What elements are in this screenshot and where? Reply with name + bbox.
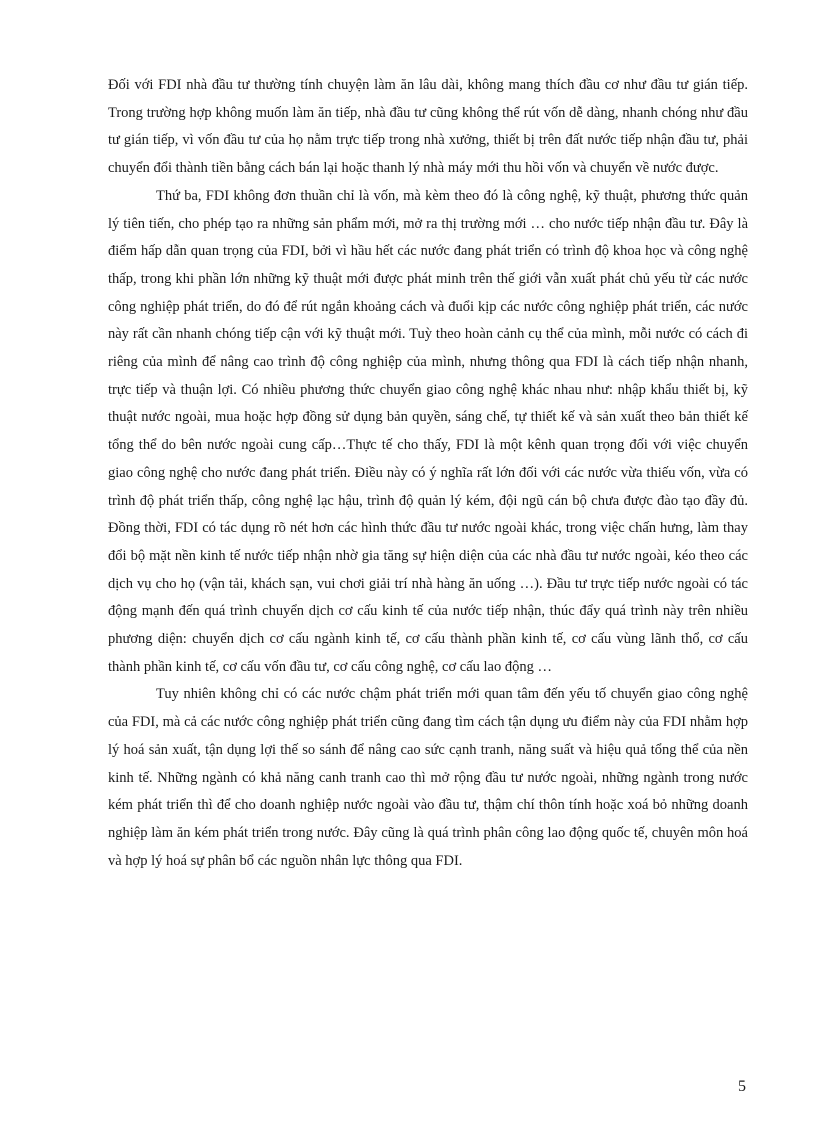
page-number: 5 [738, 1078, 746, 1095]
paragraph-tuy-nhien: Tuy nhiên không chỉ có các nước chậm phát triển mới quan tâm đến yếu tố chuyển giao công nghệ của FDI, mà cả các nước công nghiệp phát triển cũng đang tìm cách tận dụng ưu điểm này của FDI nhằm hợp lý hoá sản xuất, tận dụng lợi thế so sánh để nâng cao sức cạnh tranh, năng suất và hiệu quả tổng thể của nền kinh tế. Những ngành có khả năng canh tranh cao thì mở rộng đầu tư nước ngoài, những ngành trong nước kém phát triển thì để cho doanh nghiệp nước ngoài vào đầu tư, thậm chí thôn tính hoặc xoá bỏ những doanh nghiệp làm ăn kém phát triển trong nước. Đây cũng là quá trình phân công lao động quốc tế, chuyên môn hoá và hợp lý hoá sự phân bổ các nguồn nhân lực thông qua FDI. [108, 686, 748, 869]
body-text [108, 72, 748, 875]
paragraph-thu-ba: Thứ ba, FDI không đơn thuần chỉ là vốn, mà kèm theo đó là công nghệ, kỹ thuật, phương thức quản lý tiên tiến, cho phép tạo ra những sản phẩm mới, mở ra thị trường mới … cho nước tiếp nhận đầu tư. Đây là điểm hấp dẫn quan trọng của FDI, bởi vì hầu hết các nước đang phát triển có trình độ khoa học và công nghệ thấp, trong khi phần lớn những kỹ thuật mới được phát minh trên thế giới vẫn xuất phát chủ yếu từ các nước công nghiệp phát triển, do đó để rút ngắn khoảng cách và đuổi kịp các nước công nghiệp phát triển, các nước này rất cần nhanh chóng tiếp cận với kỹ thuật mới. Tuỳ theo hoàn cảnh cụ thể của mình, mỗi nước có cách đi riêng của mình để nâng cao trình độ công nghiệp của mình, nhưng thông qua FDI là cách tiếp nhận nhanh, trực tiếp và thuận lợi. Có nhiều phương thức chuyển giao công nghệ khác nhau như: nhập khẩu thiết bị, kỹ thuật nước ngoài, mua hoặc hợp đồng sử dụng bản quyền, sáng chế, tự thiết kế và sản xuất theo bản thiết kế tổng thể do bên nước ngoài cung cấp…Thực tế cho thấy, FDI là một kênh quan trọng đối với việc chuyển giao công nghệ cho nước đang phát triển. Điều này có ý nghĩa rất lớn đối với các nước vừa thiếu vốn, vừa có trình độ phát triển thấp, công nghệ lạc hậu, trình độ quản lý kém, đội ngũ cán bộ chưa được đào tạo đầy đủ. Đồng thời, FDI có tác dụng rõ nét hơn các hình thức đầu tư nước ngoài khác, trong việc chấn hưng, làm thay đổi bộ mặt nền kinh tế nước tiếp nhận nhờ gia tăng sự hiện diện của các nhà đầu tư nước ngoài, kéo theo các dịch vụ cho họ (vận tải, khách sạn, vui chơi giải trí nhà hàng ăn uống …). Đầu tư trực tiếp nước ngoài có tác động mạnh đến quá trình chuyển dịch cơ cấu kinh tế của nước tiếp nhận, thúc đẩy quá trình này trên nhiều phương diện: chuyển dịch cơ cấu ngành kinh tế, cơ cấu thành phần kinh tế, cơ cấu vùng lãnh thổ, cơ cấu thành phần kinh tế, cơ cấu vốn đầu tư, cơ cấu công nghệ, cơ cấu lao động … [108, 187, 748, 675]
paragraph-continuation: Đối với FDI nhà đầu tư thường tính chuyện làm ăn lâu dài, không mang thích đầu cơ như đầu tư gián tiếp. Trong trường hợp không muốn làm ăn tiếp, nhà đầu tư cũng không thể rút vốn dễ dàng, nhanh chóng như đầu tư gián tiếp, vì vốn đầu tư của họ nằm trực tiếp trong nhà xưởng, thiết bị trên đất nước tiếp nhận đầu tư, phải chuyển đổi thành tiền bằng cách bán lại hoặc thanh lý nhà máy mới thu hồi vốn và chuyển về nước được. [108, 77, 748, 177]
